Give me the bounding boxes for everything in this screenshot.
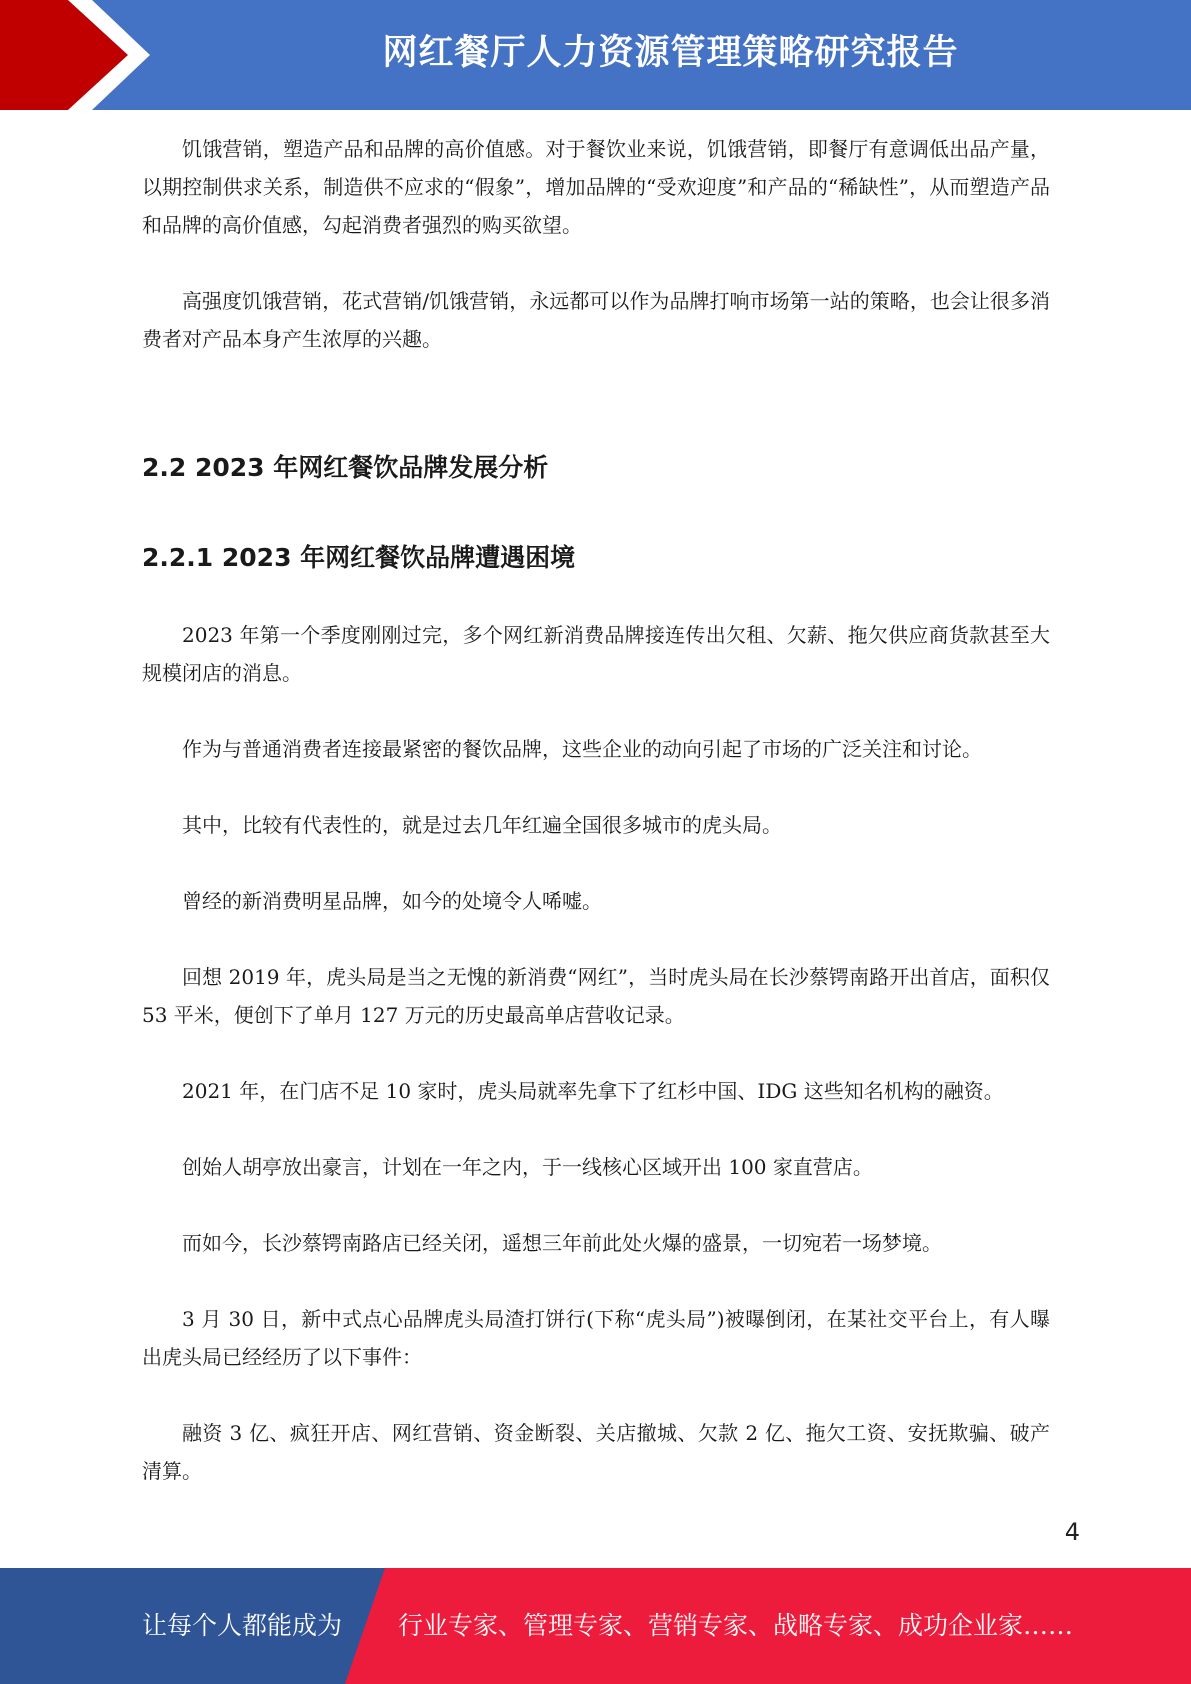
paragraph: 饥饿营销，塑造产品和品牌的高价值感。对于餐饮业来说，饥饿营销，即餐厅有意调低出品产量，以期控制供求关系，制造供不应求的“假象”，增加品牌的“受欢迎度”和产品的“稀缺性”，从而塑造产品和品牌的高价值感，勾起消费者强烈的购买欲望。	[142, 137, 1050, 237]
footer-bar	[0, 1568, 1191, 1684]
header-bar	[0, 0, 1191, 110]
paragraph: 而如今，长沙蔡锷南路店已经关闭，遥想三年前此处火爆的盛景，一切宛若一场梦境。	[182, 1231, 942, 1255]
paragraph: 回想 2019 年，虎头局是当之无愧的新消费“网红”，当时虎头局在长沙蔡锷南路开出首店，面积仅 53 平米，便创下了单月 127 万元的历史最高单店营收记录。	[142, 965, 1050, 1027]
paragraph: 其中，比较有代表性的，就是过去几年红遍全国很多城市的虎头局。	[182, 813, 782, 837]
section-heading-2-2-1: 2.2.1 2023 年网红餐饮品牌遭遇困境	[142, 543, 576, 572]
paragraph: 3 月 30 日，新中式点心品牌虎头局渣打饼行(下称“虎头局”)被曝倒闭，在某社交平台上，有人曝出虎头局已经经历了以下事件：	[142, 1307, 1050, 1369]
paragraph: 2021 年，在门店不足 10 家时，虎头局就率先拿下了红杉中国、IDG 这些知名机构的融资。	[182, 1079, 1004, 1103]
page-number: 4	[1064, 1518, 1080, 1546]
footer-slogan-right: 行业专家、管理专家、营销专家、战略专家、成功企业家……	[398, 1611, 1074, 1640]
paragraph: 创始人胡亭放出豪言，计划在一年之内，于一线核心区域开出 100 家直营店。	[182, 1155, 873, 1179]
paragraph: 高强度饥饿营销，花式营销/饥饿营销，永远都可以作为品牌打响市场第一站的策略，也会让很多消费者对产品本身产生浓厚的兴趣。	[142, 289, 1050, 351]
paragraph: 曾经的新消费明星品牌，如今的处境令人唏嘘。	[182, 889, 602, 913]
page-content	[142, 130, 1050, 1490]
footer-slogan-left: 让每个人都能成为	[142, 1611, 343, 1640]
report-title: 网红餐厅人力资源管理策略研究报告	[382, 33, 959, 73]
paragraph: 2023 年第一个季度刚刚过完，多个网红新消费品牌接连传出欠租、欠薪、拖欠供应商货款甚至大规模闭店的消息。	[142, 623, 1050, 685]
section-heading-2-2: 2.2 2023 年网红餐饮品牌发展分析	[142, 453, 549, 482]
paragraph: 作为与普通消费者连接最紧密的餐饮品牌，这些企业的动向引起了市场的广泛关注和讨论。	[182, 737, 982, 761]
paragraph: 融资 3 亿、疯狂开店、网红营销、资金断裂、关店撤城、欠款 2 亿、拖欠工资、安抚欺骗、破产清算。	[142, 1421, 1050, 1483]
